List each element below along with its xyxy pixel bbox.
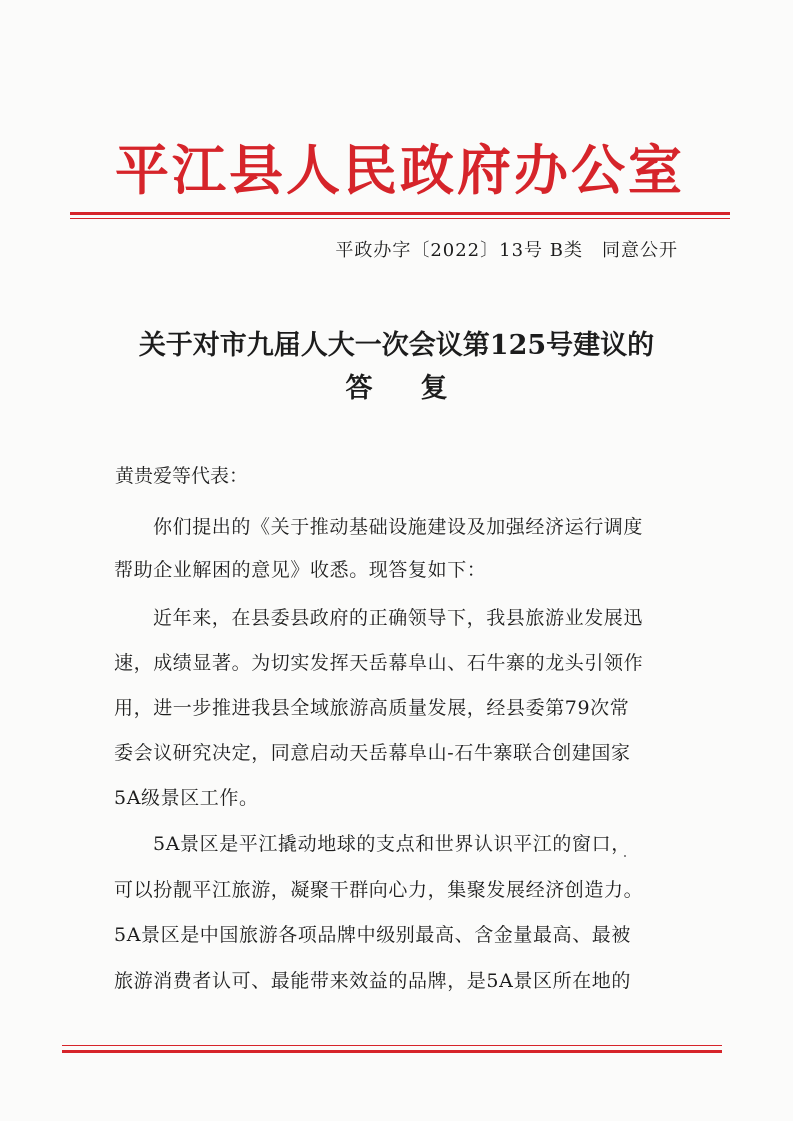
body-line: 5A景区是中国旅游各项品牌中级别最高、含金量最高、最被 [114, 924, 632, 946]
document-title-line2: 答复 [345, 373, 496, 404]
body-line: 速，成绩显著。为切实发挥天岳幕阜山、石牛寨的龙头引领作 [114, 652, 644, 674]
body-line: 委会议研究决定，同意启动天岳幕阜山-石牛寨联合创建国家 [114, 742, 631, 764]
body-line: 你们提出的《关于推动基础设施建设及加强经济运行调度 [153, 516, 644, 538]
letterhead-red-rule-thick [70, 212, 730, 215]
footer-red-rule-thin [62, 1045, 722, 1046]
scan-speck [624, 855, 626, 857]
letterhead-red-rule-thin [70, 218, 730, 219]
document-title-line1: 关于对市九届人大一次会议第125号建议的 [138, 330, 655, 361]
body-line: 用，进一步推进我县全域旅游高质量发展，经县委第79次常 [114, 697, 630, 719]
body-line: 可以扮靓平江旅游，凝聚干群向心力，集聚发展经济创造力。 [114, 879, 644, 901]
body-line: 旅游消费者认可、最能带来效益的品牌，是5A景区所在地的 [114, 970, 632, 992]
body-line: 5A景区是平江撬动地球的支点和世界认识平江的窗口， [153, 833, 631, 855]
document-number: 平政办字〔2022〕13号 B类 同意公开 [335, 240, 678, 261]
salutation: 黄贵爱等代表： [115, 465, 249, 487]
footer-red-rule-thick [62, 1050, 722, 1053]
letterhead-title: 平江县人民政府办公室 [115, 138, 685, 202]
body-line: 帮助企业解困的意见》收悉。现答复如下： [114, 559, 487, 581]
body-line: 5A级景区工作。 [114, 787, 259, 809]
body-line: 近年来，在县委县政府的正确领导下，我县旅游业发展迅 [153, 607, 644, 629]
